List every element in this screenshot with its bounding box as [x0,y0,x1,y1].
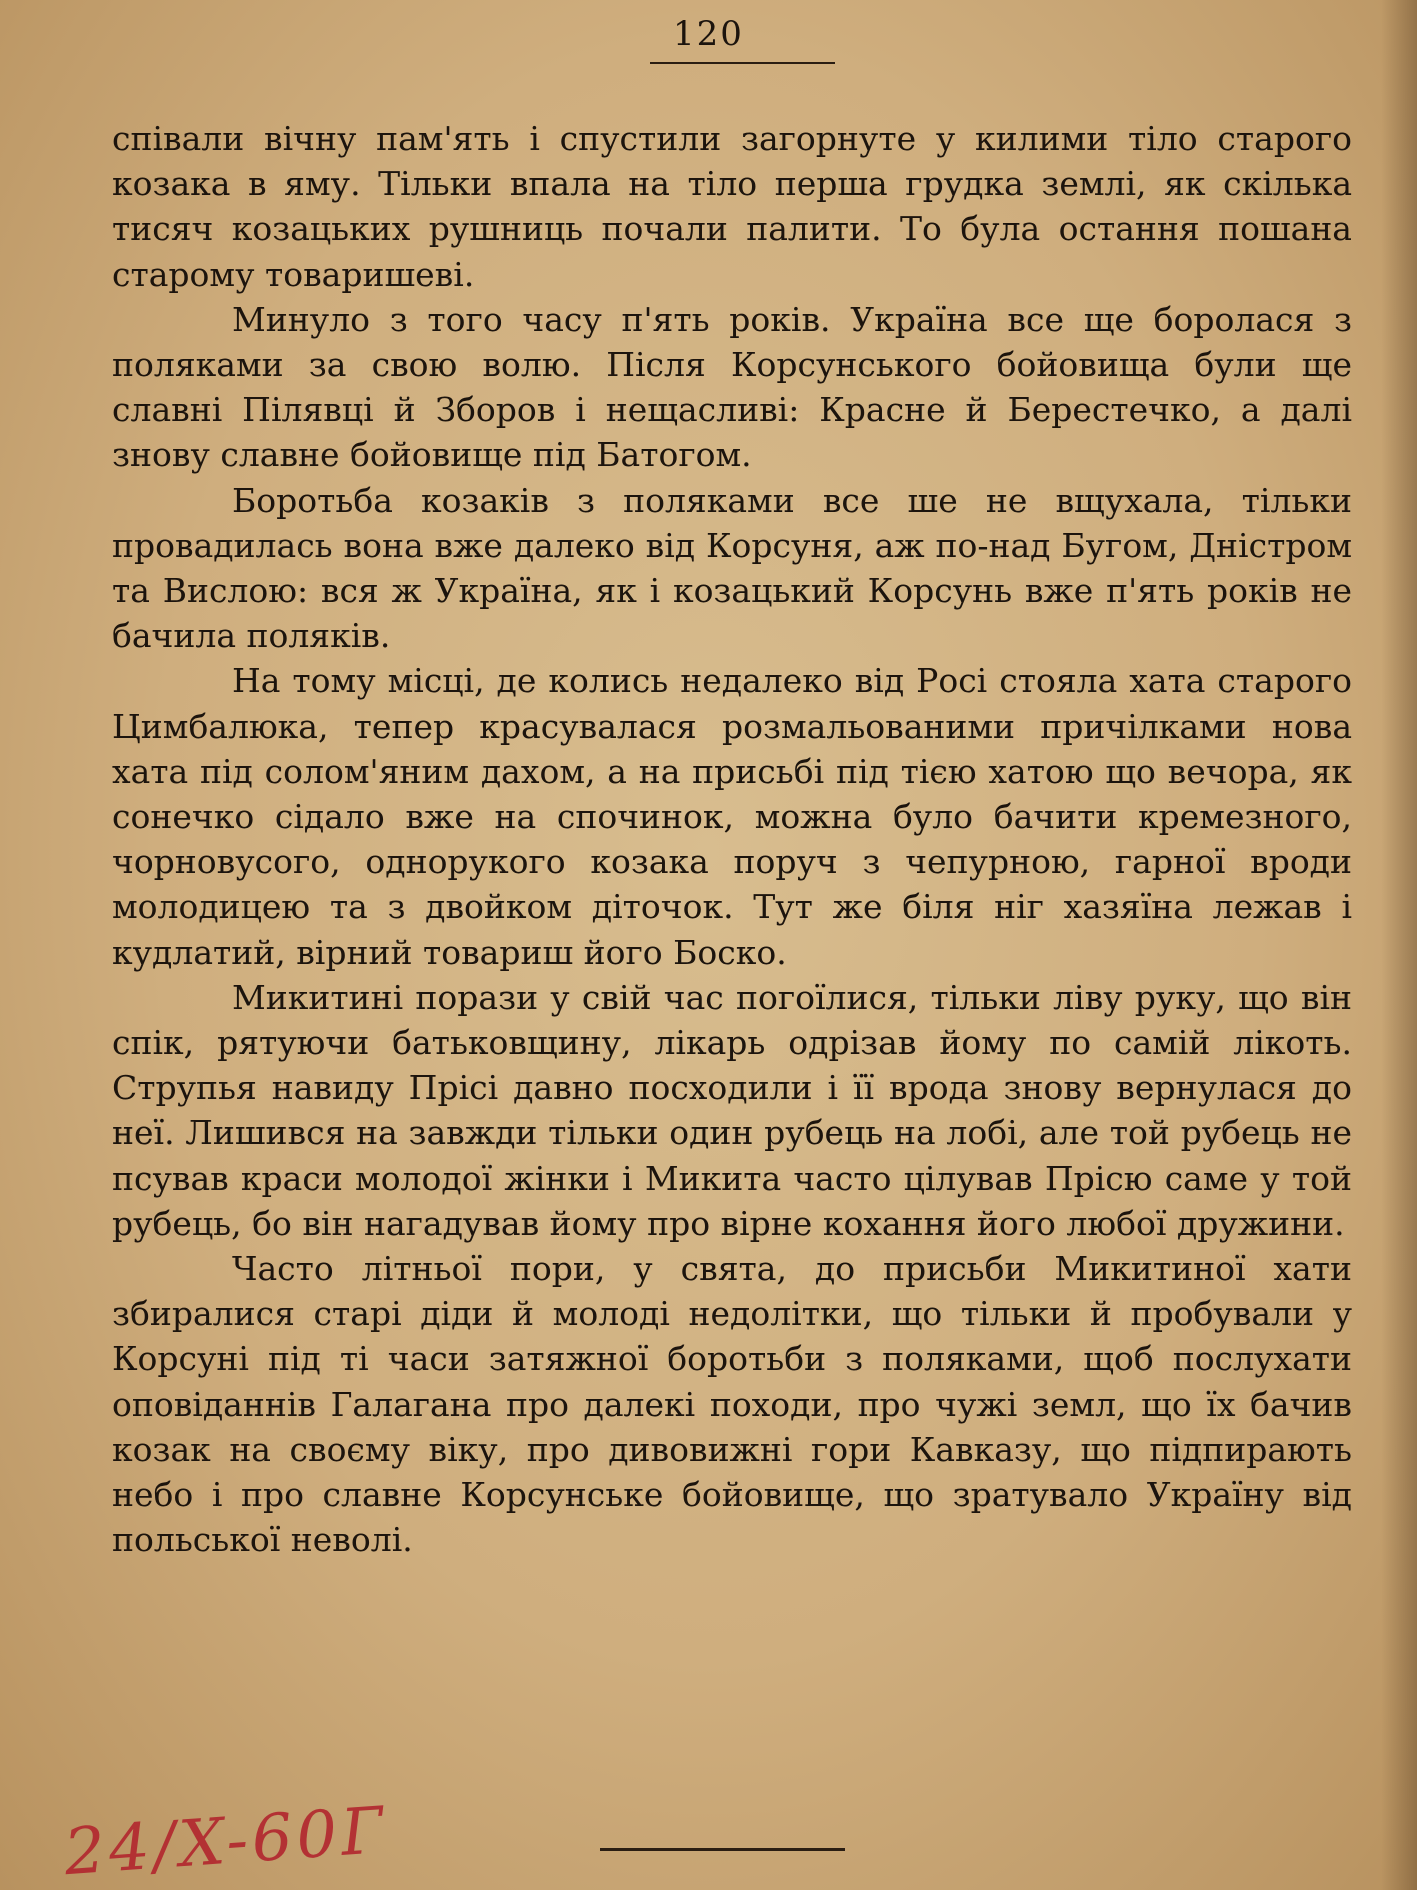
page-edge-shadow [1381,0,1417,1890]
paragraph-1: співали вічну пам'ять і спустили загорнуте у килими тіло старого козака в яму. Тільки впала на тіло перша грудка землі, як скілька тисяч козацьких рушниць почали палити. То була остання пошана старому товаришеві. [112,119,1352,294]
paragraph-3: Боротьба козаків з поляками все ше не вщухала, тільки провадилась вона вже далеко від Корсуня, аж по-над Бугом, Дністром та Вислою: вся ж Україна, як і козацький Корсунь вже п'ять років не бачила поляків. [112,480,1352,656]
body-text [112,116,1352,1563]
paragraph-4: На тому місці, де колись недалеко від Росі стояла хата старого Цимбалюка, тепер красувалася розмальованими причілками нова хата під солом'яним дахом, а на присьбі під тією хатою що вечора, як сонечко сідало вже на спочинок, можна було бачити кремезного, чорновусого, однорукого козака поруч з чепурною, гарної вроди молодицею та з двойком діточок. Тут же біля ніг хазяїна лежав і кудлатий, вірний товариш його Боско. [112,661,1352,972]
page-number: 120 [673,14,744,54]
paragraph-6: Часто літньої пори, у свята, до присьби Микитиної хати збиралися старі діди й молоді недолітки, що тільки й пробували у Корсуні під ті часи затяжної боротьби з поляками, щоб послухати оповіданнів Галагана про далекі походи, про чужі земл, що їх бачив козак на своєму віку, про дивовижні гори Кавказу, що підпирають небо і про славне Корсунське бойовище, що зратувало Україну від польської неволі. [112,1249,1352,1560]
header-rule [650,62,835,64]
paragraph-2: Минуло з того часу п'ять років. Україна все ще боролася з поляками за свою волю. Після Корсунського бойовища були ще славні Пілявці й Зборов і нещасливі: Красне й Берестечко, а далі знову славне бойовище під Батогом. [112,299,1352,475]
handwritten-annotation: 24/X-60Г [61,1793,390,1890]
footer-rule [600,1848,845,1851]
paragraph-5: Микитині порази у свій час погоїлися, тільки ліву руку, що він спік, рятуючи батьковщину, лікарь одрізав йому по самій лікоть. Струпья навиду Прісі давно посходили і її врода знову вернулася до неї. Лишився на завжди тільки один рубець на лобі, але той рубець не псував краси молодої жінки і Микита часто цілував Прісю саме у той рубець, бо він нагадував йому про вірне кохання його любої дружини. [112,977,1352,1243]
